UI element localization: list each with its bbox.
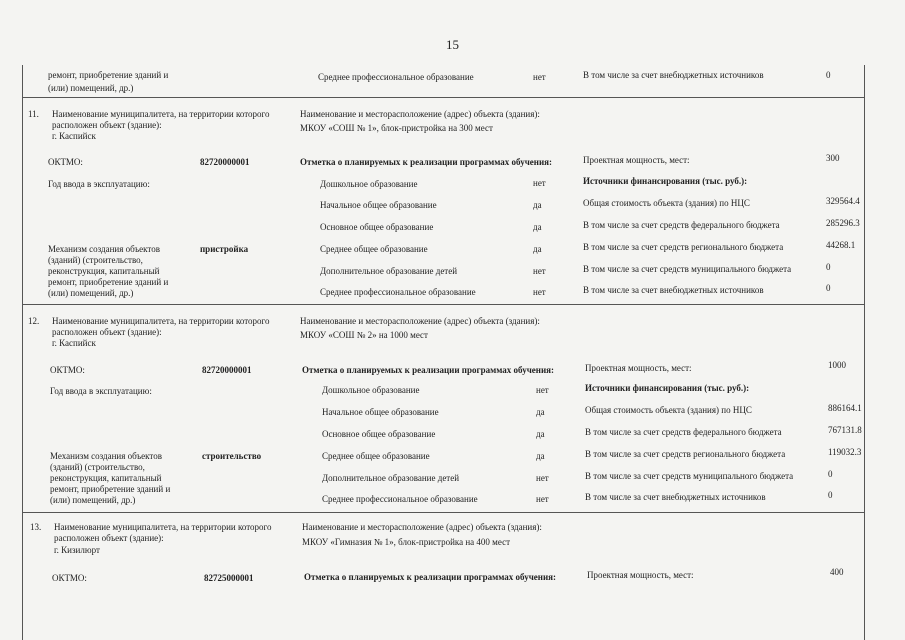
flag-secondary: да (536, 451, 545, 461)
capacity-value: 400 (830, 567, 844, 577)
source-municipal: В том числе за счет средств муниципального бюджета (585, 471, 794, 481)
mechanism-label-line2: (зданий) (строительство, (50, 462, 145, 472)
amount-municipal: 0 (828, 469, 833, 479)
amount-regional: 44268.1 (826, 240, 856, 250)
funding-label: Источники финансирования (тыс. руб.): (583, 176, 748, 186)
mechanism-label-line3: реконструкция, капитальный (48, 266, 160, 276)
flag-vocational: нет (536, 494, 549, 504)
municipality-city: г. Кизилюрт (54, 545, 100, 555)
program-additional: Дополнительное образование детей (320, 266, 458, 276)
oktmo-label: ОКТМО: (48, 157, 83, 167)
program-vocational: Среднее профессиональное образование (322, 494, 478, 504)
source-federal: В том числе за счет средств федерального бюджета (583, 220, 780, 230)
page-number: 15 (446, 37, 459, 52)
program-basic: Основное общее образование (320, 222, 434, 232)
mechanism-label-line1: Механизм создания объектов (48, 244, 160, 254)
flag-preschool: нет (536, 385, 549, 395)
flag-preschool: нет (533, 178, 546, 188)
row-divider (22, 304, 865, 305)
mechanism-label-line4: ремонт, приобретение зданий и (50, 484, 171, 494)
mechanism-label-line4: ремонт, приобретение зданий и (48, 277, 169, 287)
mechanism-label-line2: (зданий) (строительство, (48, 255, 143, 265)
flag-additional: нет (533, 266, 546, 276)
flag-primary: да (536, 407, 545, 417)
table-right-border (864, 65, 865, 640)
capacity-label: Проектная мощность, мест: (585, 363, 692, 373)
source-total: Общая стоимость объекта (здания) по НЦС (583, 198, 750, 208)
capacity-value: 1000 (828, 360, 846, 370)
amount-extrabudgetary: 0 (826, 283, 831, 293)
object-name: МКОУ «СОШ № 2» на 1000 мест (300, 330, 428, 340)
oktmo-value: 82720000001 (200, 157, 250, 167)
object-name: МКОУ «СОШ № 1», блок-пристройка на 300 мест (300, 123, 493, 133)
capacity-label: Проектная мощность, мест: (587, 570, 694, 580)
program-preschool: Дошкольное образование (320, 179, 418, 189)
amount-federal: 285296.3 (826, 218, 860, 228)
source-federal: В том числе за счет средств федерального бюджета (585, 427, 782, 437)
top-program: Среднее профессиональное образование (318, 72, 474, 82)
municipality-label-line2: расположен объект (здание): (54, 533, 164, 543)
mechanism-label-line3: реконструкция, капитальный (50, 473, 162, 483)
program-preschool: Дошкольное образование (322, 385, 420, 395)
year-label: Год ввода в эксплуатацию: (50, 386, 152, 396)
amount-municipal: 0 (826, 262, 831, 272)
program-secondary: Среднее общее образование (320, 244, 428, 254)
oktmo-value: 82720000001 (202, 365, 252, 375)
source-total: Общая стоимость объекта (здания) по НЦС (585, 405, 752, 415)
source-regional: В том числе за счет средств регионального бюджета (585, 449, 786, 459)
program-primary: Начальное общее образование (322, 407, 439, 417)
program-primary: Начальное общее образование (320, 200, 437, 210)
amount-regional: 119032.3 (828, 447, 862, 457)
municipality-city: г. Каспийск (52, 131, 96, 141)
planned-programs-label: Отметка о планируемых к реализации программах обучения: (302, 365, 555, 375)
top-flag: нет (533, 72, 546, 82)
table-left-border (22, 65, 23, 640)
mechanism-value: строительство (202, 451, 262, 461)
object-name: МКОУ «Гимназия № 1», блок-пристройка на 400 мест (302, 537, 511, 547)
funding-label: Источники финансирования (тыс. руб.): (585, 383, 750, 393)
flag-vocational: нет (533, 287, 546, 297)
source-regional: В том числе за счет средств регионального бюджета (583, 242, 784, 252)
mechanism-label-line1: Механизм создания объектов (50, 451, 162, 461)
flag-basic: да (536, 429, 545, 439)
oktmo-label: ОКТМО: (50, 365, 85, 375)
municipality-label-line1: Наименование муниципалитета, на территории которого (52, 109, 270, 119)
program-additional: Дополнительное образование детей (322, 473, 460, 483)
entry-number: 12. (28, 316, 40, 326)
top-mechanism-line2: (или) помещений, др.) (48, 83, 134, 93)
oktmo-label: ОКТМО: (52, 573, 87, 583)
flag-basic: да (533, 222, 542, 232)
oktmo-value: 82725000001 (204, 573, 254, 583)
row-divider (22, 97, 865, 98)
program-basic: Основное общее образование (322, 429, 436, 439)
planned-programs-label: Отметка о планируемых к реализации программах обучения: (300, 157, 553, 167)
program-secondary: Среднее общее образование (322, 451, 430, 461)
top-source: В том числе за счет внебюджетных источников (583, 70, 764, 80)
year-label: Год ввода в эксплуатацию: (48, 179, 150, 189)
flag-secondary: да (533, 244, 542, 254)
program-vocational: Среднее профессиональное образование (320, 287, 476, 297)
capacity-label: Проектная мощность, мест: (583, 155, 690, 165)
source-extrabudgetary: В том числе за счет внебюджетных источников (583, 285, 764, 295)
object-header: Наименование и месторасположение (адрес) объекта (здания): (300, 316, 540, 326)
municipality-label-line1: Наименование муниципалитета, на территории которого (52, 316, 270, 326)
row-divider (22, 512, 865, 513)
flag-additional: нет (536, 473, 549, 483)
planned-programs-label: Отметка о планируемых к реализации программах обучения: (304, 572, 557, 582)
capacity-value: 300 (826, 153, 840, 163)
municipality-label-line2: расположен объект (здание): (52, 120, 162, 130)
source-municipal: В том числе за счет средств муниципального бюджета (583, 264, 792, 274)
source-extrabudgetary: В том числе за счет внебюджетных источников (585, 492, 766, 502)
municipality-city: г. Каспийск (52, 338, 96, 348)
amount-total: 329564.4 (826, 196, 860, 206)
entry-number: 13. (30, 522, 42, 532)
mechanism-label-line5: (или) помещений, др.) (48, 288, 134, 298)
mechanism-label-line5: (или) помещений, др.) (50, 495, 136, 505)
object-header: Наименование и месторасположение (адрес) объекта (здания): (302, 522, 542, 532)
top-amount: 0 (826, 70, 831, 80)
entry-number: 11. (28, 109, 39, 119)
municipality-label-line2: расположен объект (здание): (52, 327, 162, 337)
municipality-label-line1: Наименование муниципалитета, на территории которого (54, 522, 272, 532)
amount-total: 886164.1 (828, 403, 862, 413)
top-mechanism-line1: ремонт, приобретение зданий и (48, 70, 169, 80)
amount-federal: 767131.8 (828, 425, 862, 435)
object-header: Наименование и месторасположение (адрес) объекта (здания): (300, 109, 540, 119)
amount-extrabudgetary: 0 (828, 490, 833, 500)
mechanism-value: пристройка (200, 244, 249, 254)
flag-primary: да (533, 200, 542, 210)
